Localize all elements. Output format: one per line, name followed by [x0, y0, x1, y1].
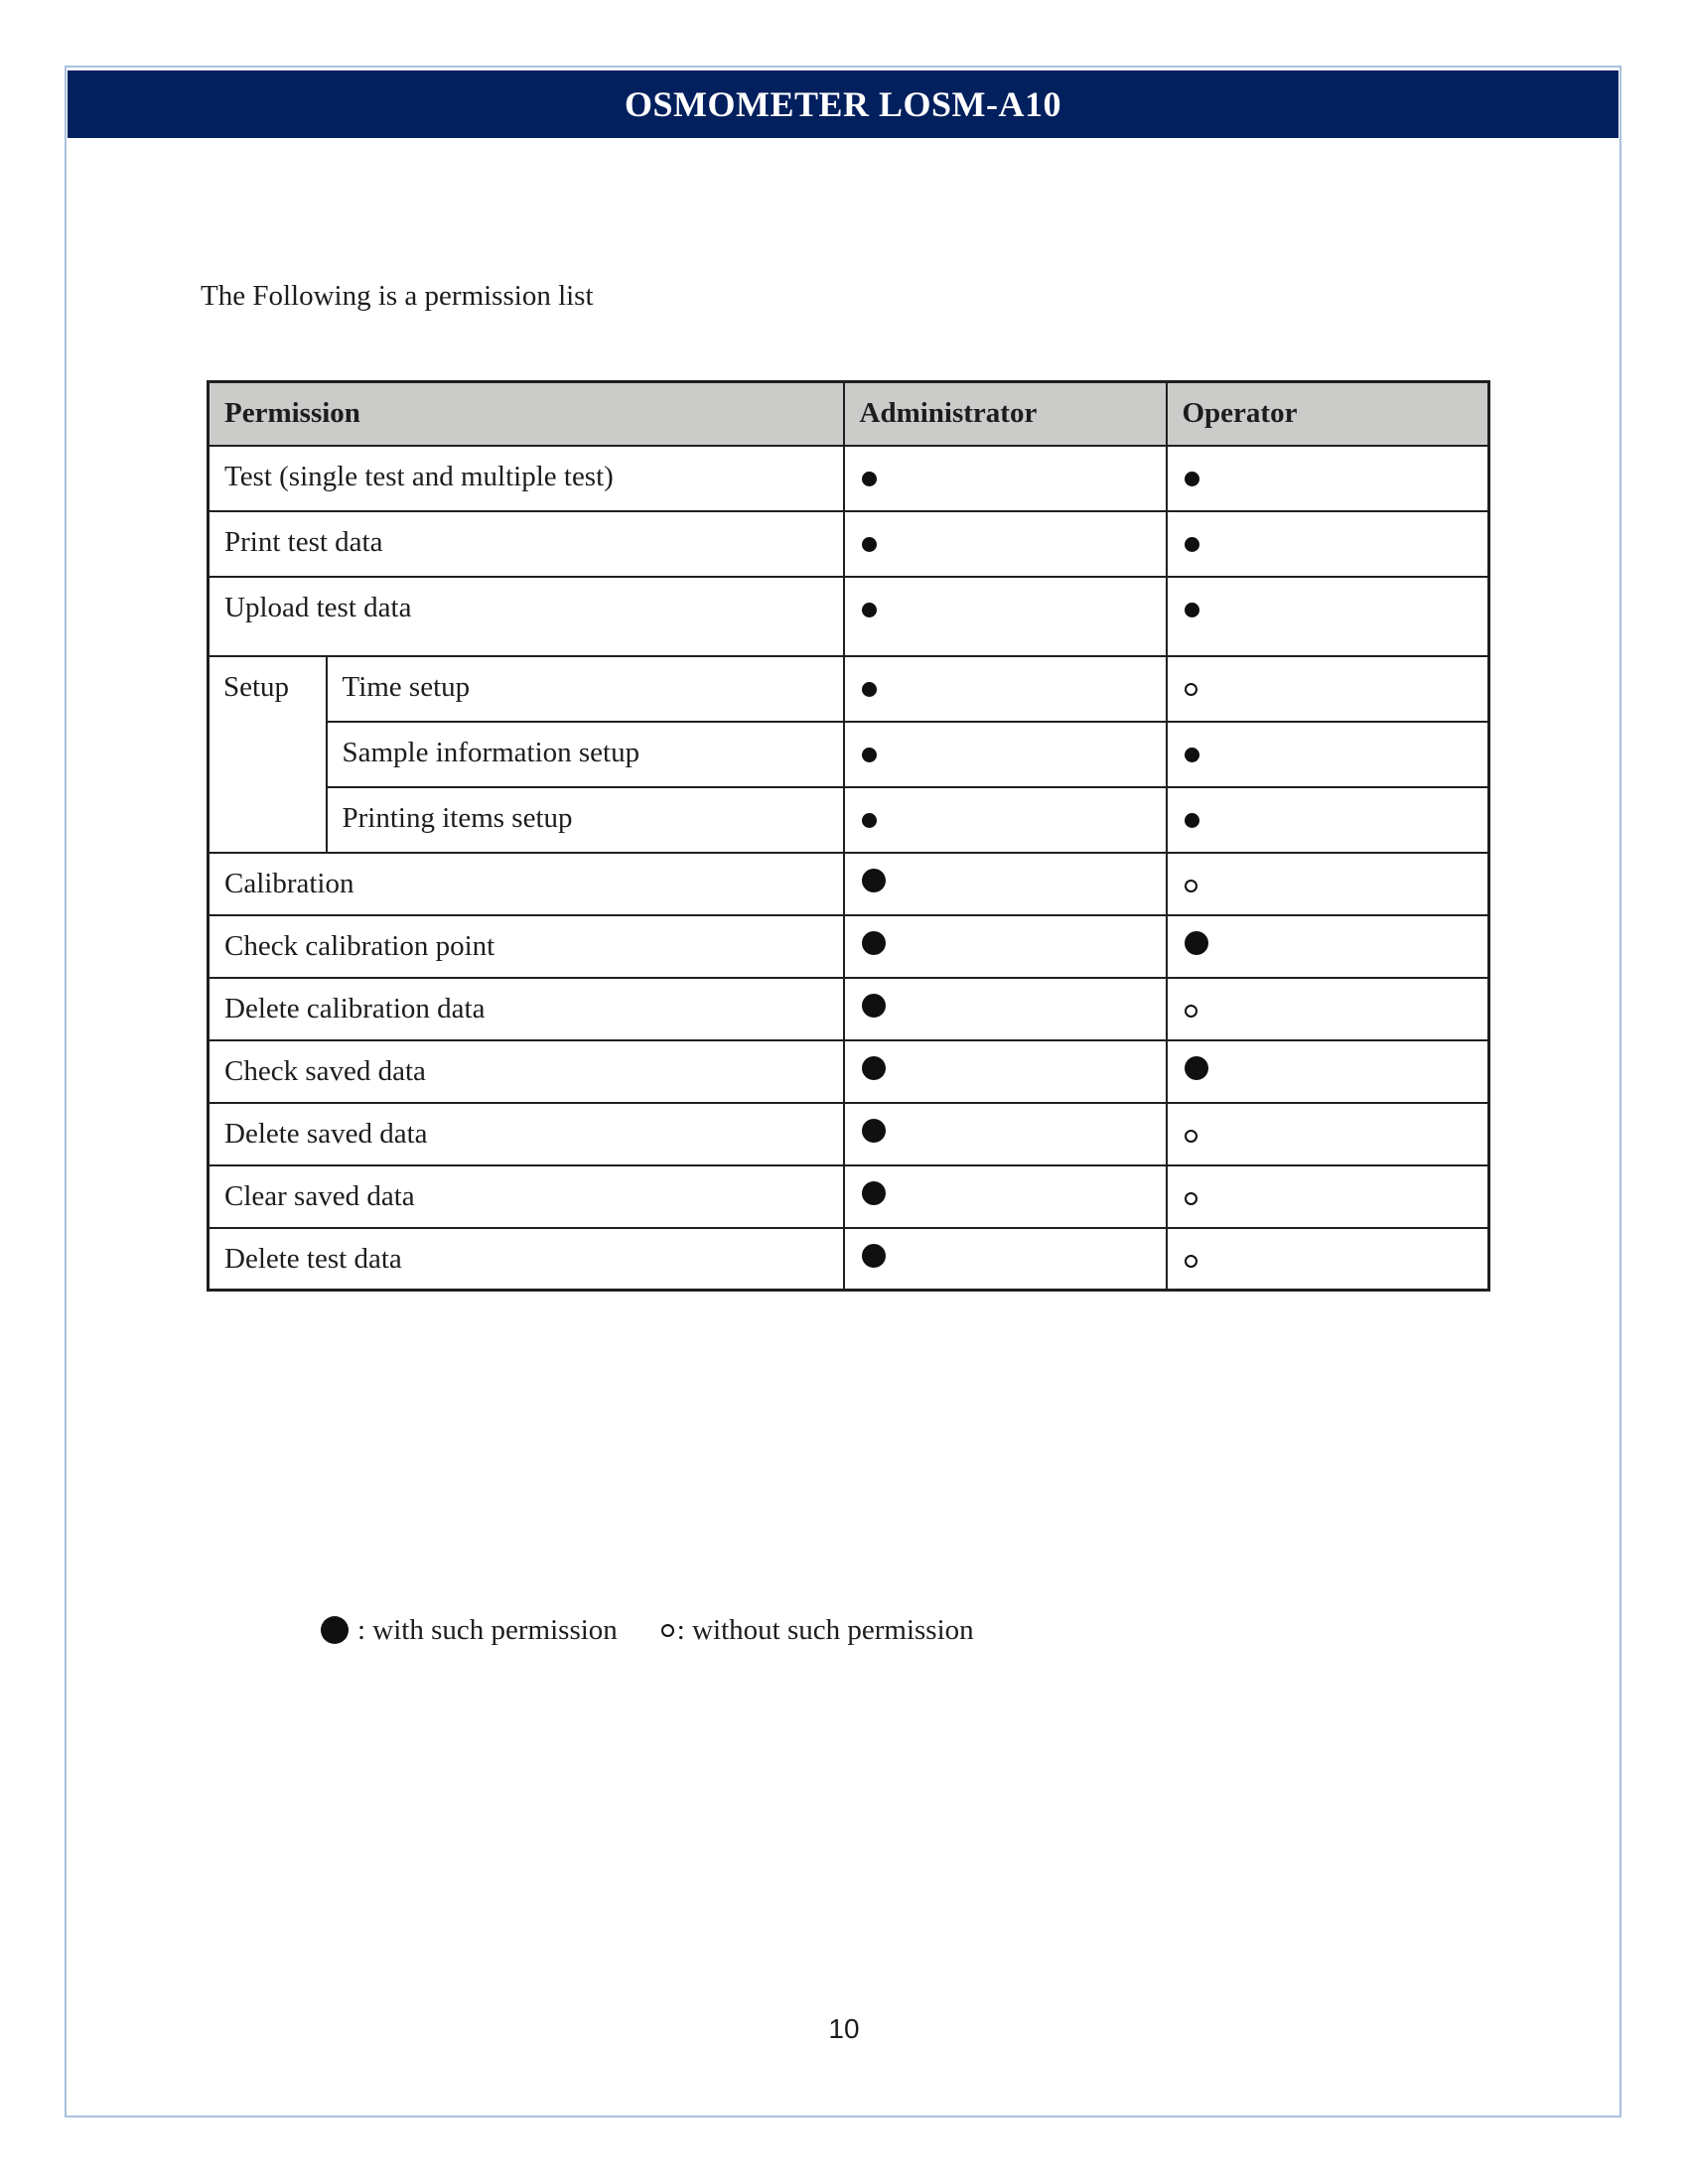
- filled-circle-icon: [1185, 931, 1208, 955]
- filled-circle-icon: [1185, 603, 1199, 617]
- table-row: [209, 915, 1489, 978]
- filled-circle-icon: [862, 869, 886, 892]
- filled-circle-icon: [1185, 472, 1199, 486]
- table-row: [209, 722, 1489, 787]
- open-circle-icon: [1185, 1005, 1197, 1018]
- permission-mark-cell-administrator-9: [844, 1040, 1167, 1103]
- legend-without-label: : without such permission: [676, 1613, 974, 1646]
- table-row: [209, 978, 1489, 1040]
- permission-mark-cell-operator-8: [1167, 978, 1489, 1040]
- filled-circle-icon: [862, 537, 877, 552]
- permission-mark-cell-administrator-0: [844, 446, 1167, 511]
- open-circle-icon: [1185, 1130, 1197, 1143]
- filled-circle-icon: [862, 1056, 886, 1080]
- permission-mark-cell-operator-6: [1167, 853, 1489, 915]
- filled-circle-icon: [862, 931, 886, 955]
- permission-mark-cell-administrator-10: [844, 1103, 1167, 1165]
- permission-mark-cell-operator-9: [1167, 1040, 1489, 1103]
- table-row: [209, 446, 1489, 511]
- permission-mark-cell-operator-10: [1167, 1103, 1489, 1165]
- filled-circle-icon: [862, 1244, 886, 1268]
- table-row: [209, 1165, 1489, 1228]
- permission-label: Time setup: [327, 656, 844, 722]
- permission-label: Print test data: [209, 511, 844, 577]
- permission-mark-cell-operator-1: [1167, 511, 1489, 577]
- open-circle-icon: [1185, 880, 1197, 892]
- permission-mark-cell-operator-7: [1167, 915, 1489, 978]
- filled-circle-icon: [321, 1616, 349, 1644]
- open-circle-icon: [1185, 1255, 1197, 1268]
- permission-label: Clear saved data: [209, 1165, 844, 1228]
- document-title: OSMOMETER LOSM-A10: [624, 84, 1061, 124]
- permission-label: Delete test data: [209, 1228, 844, 1291]
- permission-mark-cell-operator-5: [1167, 787, 1489, 853]
- filled-circle-icon: [862, 1181, 886, 1205]
- permission-mark-cell-administrator-7: [844, 915, 1167, 978]
- permission-mark-cell-operator-12: [1167, 1228, 1489, 1291]
- filled-circle-icon: [862, 472, 877, 486]
- permission-mark-cell-operator-11: [1167, 1165, 1489, 1228]
- permission-mark-cell-operator-2: [1167, 577, 1489, 656]
- intro-text: The Following is a permission list: [201, 280, 594, 312]
- table-row: [209, 853, 1489, 915]
- column-header-permission: Permission: [209, 382, 844, 446]
- filled-circle-icon: [1185, 813, 1199, 828]
- permission-mark-cell-operator-0: [1167, 446, 1489, 511]
- permission-mark-cell-administrator-2: [844, 577, 1167, 656]
- permission-mark-cell-administrator-12: [844, 1228, 1167, 1291]
- column-header-operator: Operator: [1167, 382, 1489, 446]
- filled-circle-icon: [862, 748, 877, 762]
- open-circle-icon: [1185, 683, 1197, 696]
- permission-label: Printing items setup: [327, 787, 844, 853]
- permission-mark-cell-administrator-4: [844, 722, 1167, 787]
- filled-circle-icon: [1185, 748, 1199, 762]
- group-label-setup: Setup: [209, 656, 327, 853]
- filled-circle-icon: [1185, 1056, 1208, 1080]
- permission-mark-cell-administrator-3: [844, 656, 1167, 722]
- table-row: [209, 511, 1489, 577]
- permission-label: Delete calibration data: [209, 978, 844, 1040]
- legend: [321, 1610, 974, 1650]
- table-row: [209, 577, 1489, 656]
- permission-mark-cell-administrator-5: [844, 787, 1167, 853]
- filled-circle-icon: [862, 813, 877, 828]
- table-row: [209, 787, 1489, 853]
- permission-label: Test (single test and multiple test): [209, 446, 844, 511]
- table-row: [209, 1228, 1489, 1291]
- legend-with-label: : with such permission: [357, 1613, 618, 1646]
- filled-circle-icon: [862, 994, 886, 1018]
- permission-label: Delete saved data: [209, 1103, 844, 1165]
- filled-circle-icon: [862, 603, 877, 617]
- page-number: 10: [828, 2013, 860, 2044]
- permission-label: Upload test data: [209, 577, 844, 656]
- permission-label: Check saved data: [209, 1040, 844, 1103]
- filled-circle-icon: [862, 682, 877, 697]
- permission-mark-cell-administrator-8: [844, 978, 1167, 1040]
- permission-mark-cell-administrator-1: [844, 511, 1167, 577]
- permission-label: Check calibration point: [209, 915, 844, 978]
- filled-circle-icon: [1185, 537, 1199, 552]
- column-header-administrator: Administrator: [844, 382, 1167, 446]
- permission-mark-cell-administrator-11: [844, 1165, 1167, 1228]
- table-row: [209, 1040, 1489, 1103]
- table-header-row: [209, 382, 1489, 446]
- permission-mark-cell-operator-4: [1167, 722, 1489, 787]
- permission-mark-cell-operator-3: [1167, 656, 1489, 722]
- open-circle-icon: [1185, 1192, 1197, 1205]
- open-circle-icon: [661, 1624, 674, 1637]
- filled-circle-icon: [862, 1119, 886, 1143]
- permission-table: [207, 380, 1490, 1292]
- permission-table-body: [209, 382, 1489, 1291]
- permission-label: Sample information setup: [327, 722, 844, 787]
- permission-label: Calibration: [209, 853, 844, 915]
- table-row: [209, 656, 1489, 722]
- document-header-bar: [68, 70, 1618, 138]
- permission-mark-cell-administrator-6: [844, 853, 1167, 915]
- table-row: [209, 1103, 1489, 1165]
